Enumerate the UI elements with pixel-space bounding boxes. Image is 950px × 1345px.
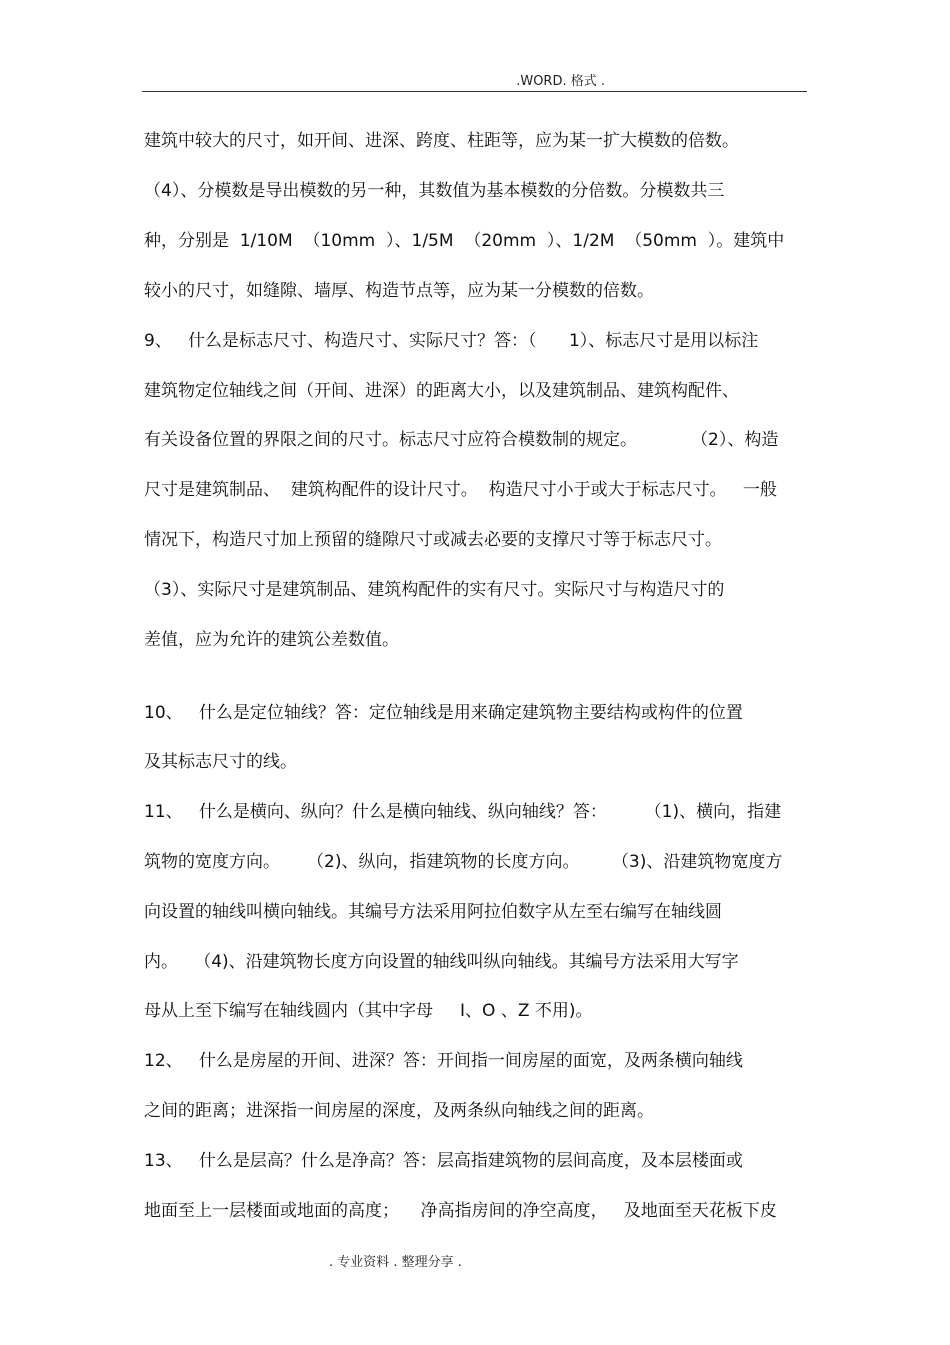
- text-line: 情况下，构造尺寸加上预留的缝隙尺寸或减去必要的支撑尺寸等于标志尺寸。: [144, 530, 722, 550]
- header-text: .WORD. 格式 .: [516, 74, 605, 89]
- text-line: 种，分别是 1/10M （10mm ）、1/5M （20mm ）、1/2M （50mm ）。建筑中: [144, 231, 785, 251]
- text-line: 建筑中较大的尺寸，如开间、进深、跨度、柱距等，应为某一扩大模数的倍数。: [144, 131, 739, 151]
- text-line: 13、 什么是层高？什么是净高？答：层高指建筑物的层间高度，及本层楼面或: [144, 1151, 743, 1171]
- text-line: 较小的尺寸，如缝隙、墙厚、构造节点等，应为某一分模数的倍数。: [144, 281, 654, 301]
- text-line: 地面至上一层楼面或地面的高度； 净高指房间的净空高度， 及地面至天花板下皮: [144, 1201, 777, 1221]
- text-line: 建筑物定位轴线之间（开间、进深）的距离大小，以及建筑制品、建筑构配件、: [144, 381, 739, 401]
- text-line: 12、 什么是房屋的开间、进深？答：开间指一间房屋的面宽，及两条横向轴线: [144, 1051, 743, 1071]
- text-line: 差值，应为允许的建筑公差数值。: [144, 630, 399, 650]
- text-line: 内。 （4)、沿建筑物长度方向设置的轴线叫纵向轴线。其编号方法采用大写字: [144, 952, 739, 972]
- text-line: 及其标志尺寸的线。: [144, 752, 297, 772]
- header-rule: [142, 91, 807, 92]
- text-line: 9、 什么是标志尺寸、构造尺寸、实际尺寸？答：（ 1）、标志尺寸是用以标注: [144, 331, 759, 351]
- text-line: 筑物的宽度方向。 （2)、纵向，指建筑物的长度方向。 （3)、沿建筑物宽度方: [144, 852, 783, 872]
- text-line: 尺寸是建筑制品、 建筑构配件的设计尺寸。 构造尺寸小于或大于标志尺寸。 一般: [144, 480, 777, 500]
- text-line: 向设置的轴线叫横向轴线。其编号方法采用阿拉伯数字从左至右编写在轴线圆: [144, 902, 722, 922]
- text-line: 有关设备位置的界限之间的尺寸。标志尺寸应符合模数制的规定。 （2）、构造: [144, 430, 779, 450]
- text-line: 母从上至下编写在轴线圆内（其中字母 I、O 、Z 不用)。: [144, 1001, 593, 1021]
- page-footer: . 专业资料 . 整理分享 .: [329, 1255, 462, 1270]
- text-line: （4）、分模数是导出模数的另一种，其数值为基本模数的分倍数。分模数共三: [144, 181, 725, 201]
- text-line: （3）、实际尺寸是建筑制品、建筑构配件的实有尺寸。实际尺寸与构造尺寸的: [144, 580, 725, 600]
- text-line: 11、 什么是横向、纵向？什么是横向轴线、纵向轴线？答： （1)、横向，指建: [144, 802, 782, 822]
- text-line: 之间的距离；进深指一间房屋的深度，及两条纵向轴线之间的距离。: [144, 1101, 654, 1121]
- text-line: 10、 什么是定位轴线？答：定位轴线是用来确定建筑物主要结构或构件的位置: [144, 703, 743, 723]
